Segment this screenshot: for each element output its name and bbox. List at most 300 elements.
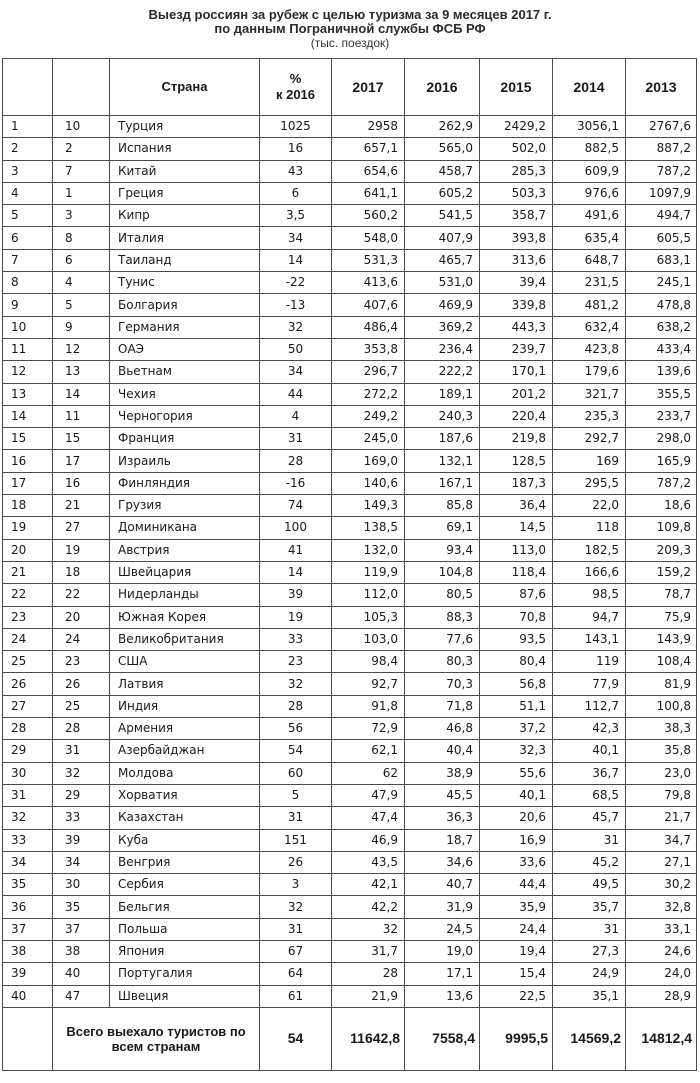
value-2015-cell: 40,1 [480, 784, 553, 806]
value-2017-cell: 42,2 [332, 896, 405, 918]
table-row [3, 472, 697, 494]
value-2016-cell: 85,8 [405, 495, 480, 517]
rank-cell: 9 [3, 294, 53, 316]
prev-rank-cell: 24 [53, 628, 110, 650]
prev-rank-cell: 5 [53, 294, 110, 316]
rank-cell: 23 [3, 606, 53, 628]
value-2014-cell: 632,4 [553, 316, 626, 338]
value-2016-cell: 36,3 [405, 807, 480, 829]
value-2017-cell: 62,1 [332, 740, 405, 762]
country-cell: Хорватия [110, 784, 260, 806]
value-2015-cell: 285,3 [480, 160, 553, 182]
value-2014-cell: 68,5 [553, 784, 626, 806]
value-2017-cell: 62 [332, 762, 405, 784]
value-2015-cell: 55,6 [480, 762, 553, 784]
rank-cell: 16 [3, 450, 53, 472]
value-2017-cell: 2958 [332, 116, 405, 138]
rank-cell: 21 [3, 561, 53, 583]
table-row [3, 807, 697, 829]
table-row [3, 495, 697, 517]
value-2016-cell: 565,0 [405, 138, 480, 160]
value-2014-cell: 295,5 [553, 472, 626, 494]
percent-cell: 34 [260, 361, 332, 383]
country-cell: Швейцария [110, 561, 260, 583]
table-row [3, 784, 697, 806]
value-2014-cell: 491,6 [553, 205, 626, 227]
prev-rank-cell: 11 [53, 405, 110, 427]
value-2015-cell: 36,4 [480, 495, 553, 517]
value-2017-cell: 28 [332, 963, 405, 985]
table-row [3, 138, 697, 160]
value-2013-cell: 108,4 [626, 651, 697, 673]
country-cell: Турция [110, 116, 260, 138]
value-2016-cell: 132,1 [405, 450, 480, 472]
value-2016-cell: 45,5 [405, 784, 480, 806]
table-row [3, 896, 697, 918]
total-empty-cell [3, 1007, 53, 1070]
rank-cell: 28 [3, 718, 53, 740]
value-2016-cell: 71,8 [405, 695, 480, 717]
value-2013-cell: 28,9 [626, 985, 697, 1007]
country-cell: Сербия [110, 874, 260, 896]
value-2016-cell: 465,7 [405, 249, 480, 271]
value-2014-cell: 292,7 [553, 428, 626, 450]
rank-cell: 38 [3, 940, 53, 962]
value-2014-cell: 35,1 [553, 985, 626, 1007]
country-cell: Италия [110, 227, 260, 249]
value-2013-cell: 478,8 [626, 294, 697, 316]
prev-rank-cell: 19 [53, 539, 110, 561]
value-2015-cell: 187,3 [480, 472, 553, 494]
rank-cell: 5 [3, 205, 53, 227]
value-2013-cell: 27,1 [626, 851, 697, 873]
value-2014-cell: 143,1 [553, 628, 626, 650]
percent-cell: 31 [260, 428, 332, 450]
value-2013-cell: 165,9 [626, 450, 697, 472]
value-2017-cell: 407,6 [332, 294, 405, 316]
page-title-source: по данным Пограничной службы ФСБ РФ [214, 21, 486, 36]
value-2016-cell: 262,9 [405, 116, 480, 138]
header-country: Страна [110, 59, 260, 116]
value-2017-cell: 169,0 [332, 450, 405, 472]
value-2013-cell: 78,7 [626, 584, 697, 606]
country-cell: Нидерланды [110, 584, 260, 606]
country-cell: Казахстан [110, 807, 260, 829]
value-2013-cell: 355,5 [626, 383, 697, 405]
country-cell: Польша [110, 918, 260, 940]
value-2015-cell: 113,0 [480, 539, 553, 561]
prev-rank-cell: 13 [53, 361, 110, 383]
value-2013-cell: 24,0 [626, 963, 697, 985]
country-cell: Испания [110, 138, 260, 160]
value-2015-cell: 33,6 [480, 851, 553, 873]
total-2014: 14569,2 [553, 1007, 626, 1070]
prev-rank-cell: 8 [53, 227, 110, 249]
value-2013-cell: 209,3 [626, 539, 697, 561]
total-row [3, 1007, 697, 1070]
percent-cell: 151 [260, 829, 332, 851]
table-row [3, 695, 697, 717]
value-2016-cell: 605,2 [405, 182, 480, 204]
value-2017-cell: 103,0 [332, 628, 405, 650]
header-prev-rank [53, 59, 110, 116]
percent-cell: 16 [260, 138, 332, 160]
value-2017-cell: 43,5 [332, 851, 405, 873]
value-2013-cell: 638,2 [626, 316, 697, 338]
value-2016-cell: 77,6 [405, 628, 480, 650]
percent-cell: 1025 [260, 116, 332, 138]
value-2017-cell: 32 [332, 918, 405, 940]
value-2014-cell: 42,3 [553, 718, 626, 740]
prev-rank-cell: 28 [53, 718, 110, 740]
value-2015-cell: 219,8 [480, 428, 553, 450]
tourism-table [2, 58, 697, 1071]
value-2016-cell: 407,9 [405, 227, 480, 249]
prev-rank-cell: 10 [53, 116, 110, 138]
value-2017-cell: 657,1 [332, 138, 405, 160]
value-2015-cell: 16,9 [480, 829, 553, 851]
value-2014-cell: 112,7 [553, 695, 626, 717]
value-2013-cell: 21,7 [626, 807, 697, 829]
value-2016-cell: 469,9 [405, 294, 480, 316]
country-cell: Франция [110, 428, 260, 450]
value-2013-cell: 35,8 [626, 740, 697, 762]
value-2017-cell: 138,5 [332, 517, 405, 539]
value-2015-cell: 70,8 [480, 606, 553, 628]
rank-cell: 40 [3, 985, 53, 1007]
country-cell: Таиланд [110, 249, 260, 271]
prev-rank-cell: 35 [53, 896, 110, 918]
value-2015-cell: 56,8 [480, 673, 553, 695]
value-2014-cell: 635,4 [553, 227, 626, 249]
value-2013-cell: 433,4 [626, 338, 697, 360]
value-2014-cell: 648,7 [553, 249, 626, 271]
country-cell: Германия [110, 316, 260, 338]
value-2013-cell: 787,2 [626, 472, 697, 494]
table-row [3, 116, 697, 138]
table-row [3, 651, 697, 673]
value-2014-cell: 119 [553, 651, 626, 673]
value-2015-cell: 443,3 [480, 316, 553, 338]
country-cell: ОАЭ [110, 338, 260, 360]
unit-label: (тыс. поездок) [310, 36, 390, 50]
value-2014-cell: 166,6 [553, 561, 626, 583]
value-2013-cell: 23,0 [626, 762, 697, 784]
country-cell: Китай [110, 160, 260, 182]
value-2016-cell: 458,7 [405, 160, 480, 182]
rank-cell: 18 [3, 495, 53, 517]
percent-cell: 32 [260, 316, 332, 338]
value-2013-cell: 100,8 [626, 695, 697, 717]
table-row [3, 829, 697, 851]
prev-rank-cell: 20 [53, 606, 110, 628]
total-percent: 54 [260, 1007, 332, 1070]
percent-cell: 31 [260, 918, 332, 940]
percent-cell: 19 [260, 606, 332, 628]
prev-rank-cell: 15 [53, 428, 110, 450]
percent-cell: -22 [260, 272, 332, 294]
country-cell: Кипр [110, 205, 260, 227]
table-row [3, 718, 697, 740]
page-title: Выезд россиян за рубеж с целью туризма за 9 месяцев 2017 г. [148, 7, 552, 22]
value-2014-cell: 36,7 [553, 762, 626, 784]
rank-cell: 12 [3, 361, 53, 383]
value-2013-cell: 30,2 [626, 874, 697, 896]
percent-cell: 41 [260, 539, 332, 561]
country-cell: Грузия [110, 495, 260, 517]
country-cell: Израиль [110, 450, 260, 472]
country-cell: Южная Корея [110, 606, 260, 628]
value-2017-cell: 119,9 [332, 561, 405, 583]
value-2017-cell: 98,4 [332, 651, 405, 673]
value-2017-cell: 72,9 [332, 718, 405, 740]
value-2017-cell: 641,1 [332, 182, 405, 204]
value-2016-cell: 541,5 [405, 205, 480, 227]
percent-cell: 43 [260, 160, 332, 182]
value-2015-cell: 39,4 [480, 272, 553, 294]
rank-cell: 7 [3, 249, 53, 271]
table-row [3, 517, 697, 539]
value-2016-cell: 38,9 [405, 762, 480, 784]
value-2015-cell: 118,4 [480, 561, 553, 583]
prev-rank-cell: 47 [53, 985, 110, 1007]
value-2015-cell: 239,7 [480, 338, 553, 360]
prev-rank-cell: 23 [53, 651, 110, 673]
prev-rank-cell: 1 [53, 182, 110, 204]
value-2013-cell: 18,6 [626, 495, 697, 517]
value-2015-cell: 80,4 [480, 651, 553, 673]
value-2014-cell: 40,1 [553, 740, 626, 762]
value-2015-cell: 170,1 [480, 361, 553, 383]
rank-cell: 22 [3, 584, 53, 606]
rank-cell: 25 [3, 651, 53, 673]
prev-rank-cell: 17 [53, 450, 110, 472]
country-cell: Доминикана [110, 517, 260, 539]
prev-rank-cell: 9 [53, 316, 110, 338]
country-cell: Великобритания [110, 628, 260, 650]
value-2015-cell: 128,5 [480, 450, 553, 472]
value-2013-cell: 887,2 [626, 138, 697, 160]
header-2017: 2017 [332, 59, 405, 116]
value-2016-cell: 80,3 [405, 651, 480, 673]
value-2013-cell: 109,8 [626, 517, 697, 539]
rank-cell: 10 [3, 316, 53, 338]
value-2014-cell: 882,5 [553, 138, 626, 160]
value-2017-cell: 249,2 [332, 405, 405, 427]
percent-cell: 32 [260, 673, 332, 695]
value-2015-cell: 15,4 [480, 963, 553, 985]
table-row [3, 160, 697, 182]
percent-cell: 5 [260, 784, 332, 806]
country-cell: Финляндия [110, 472, 260, 494]
prev-rank-cell: 6 [53, 249, 110, 271]
table-row [3, 182, 697, 204]
country-cell: Чехия [110, 383, 260, 405]
value-2017-cell: 560,2 [332, 205, 405, 227]
table-row [3, 316, 697, 338]
country-cell: Индия [110, 695, 260, 717]
country-cell: США [110, 651, 260, 673]
table-row [3, 762, 697, 784]
value-2013-cell: 34,7 [626, 829, 697, 851]
prev-rank-cell: 31 [53, 740, 110, 762]
percent-cell: 23 [260, 651, 332, 673]
table-row [3, 673, 697, 695]
value-2016-cell: 222,2 [405, 361, 480, 383]
percent-cell: 61 [260, 985, 332, 1007]
country-cell: Азербайджан [110, 740, 260, 762]
table-row [3, 851, 697, 873]
value-2013-cell: 298,0 [626, 428, 697, 450]
value-2015-cell: 14,5 [480, 517, 553, 539]
value-2016-cell: 46,8 [405, 718, 480, 740]
value-2015-cell: 393,8 [480, 227, 553, 249]
value-2014-cell: 22,0 [553, 495, 626, 517]
value-2016-cell: 104,8 [405, 561, 480, 583]
country-cell: Армения [110, 718, 260, 740]
rank-cell: 19 [3, 517, 53, 539]
rank-cell: 31 [3, 784, 53, 806]
country-cell: Молдова [110, 762, 260, 784]
value-2014-cell: 35,7 [553, 896, 626, 918]
table-row [3, 249, 697, 271]
percent-cell: 26 [260, 851, 332, 873]
table-row [3, 405, 697, 427]
value-2015-cell: 201,2 [480, 383, 553, 405]
percent-cell: 56 [260, 718, 332, 740]
country-cell: Венгрия [110, 851, 260, 873]
country-cell: Болгария [110, 294, 260, 316]
prev-rank-cell: 29 [53, 784, 110, 806]
title-block [0, 0, 700, 58]
value-2015-cell: 24,4 [480, 918, 553, 940]
value-2015-cell: 93,5 [480, 628, 553, 650]
table-row [3, 205, 697, 227]
table-row [3, 539, 697, 561]
value-2016-cell: 17,1 [405, 963, 480, 985]
rank-cell: 26 [3, 673, 53, 695]
value-2017-cell: 296,7 [332, 361, 405, 383]
value-2016-cell: 70,3 [405, 673, 480, 695]
value-2015-cell: 220,4 [480, 405, 553, 427]
value-2015-cell: 51,1 [480, 695, 553, 717]
value-2016-cell: 40,4 [405, 740, 480, 762]
country-cell: Австрия [110, 539, 260, 561]
value-2015-cell: 87,6 [480, 584, 553, 606]
value-2017-cell: 46,9 [332, 829, 405, 851]
rank-cell: 34 [3, 851, 53, 873]
percent-cell: 67 [260, 940, 332, 962]
value-2014-cell: 94,7 [553, 606, 626, 628]
value-2015-cell: 44,4 [480, 874, 553, 896]
prev-rank-cell: 37 [53, 918, 110, 940]
percent-cell: 14 [260, 561, 332, 583]
country-cell: Вьетнам [110, 361, 260, 383]
percent-cell: 4 [260, 405, 332, 427]
value-2017-cell: 92,7 [332, 673, 405, 695]
prev-rank-cell: 40 [53, 963, 110, 985]
prev-rank-cell: 26 [53, 673, 110, 695]
country-cell: Тунис [110, 272, 260, 294]
prev-rank-cell: 3 [53, 205, 110, 227]
percent-cell: 32 [260, 896, 332, 918]
table-row [3, 227, 697, 249]
prev-rank-cell: 33 [53, 807, 110, 829]
table-row [3, 361, 697, 383]
country-cell: Латвия [110, 673, 260, 695]
total-2016: 7558,4 [405, 1007, 480, 1070]
value-2014-cell: 45,2 [553, 851, 626, 873]
value-2016-cell: 531,0 [405, 272, 480, 294]
percent-cell: 14 [260, 249, 332, 271]
value-2014-cell: 98,5 [553, 584, 626, 606]
rank-cell: 27 [3, 695, 53, 717]
rank-cell: 6 [3, 227, 53, 249]
value-2014-cell: 976,6 [553, 182, 626, 204]
value-2014-cell: 49,5 [553, 874, 626, 896]
rank-cell: 20 [3, 539, 53, 561]
value-2015-cell: 358,7 [480, 205, 553, 227]
prev-rank-cell: 38 [53, 940, 110, 962]
percent-cell: 34 [260, 227, 332, 249]
percent-cell: 33 [260, 628, 332, 650]
value-2015-cell: 502,0 [480, 138, 553, 160]
value-2015-cell: 32,3 [480, 740, 553, 762]
header-percent: % к 2016 [260, 59, 332, 116]
percent-cell: 60 [260, 762, 332, 784]
value-2014-cell: 45,7 [553, 807, 626, 829]
country-cell: Япония [110, 940, 260, 962]
value-2016-cell: 34,6 [405, 851, 480, 873]
table-body [3, 116, 697, 1008]
table-row [3, 874, 697, 896]
value-2013-cell: 787,2 [626, 160, 697, 182]
table-row [3, 963, 697, 985]
prev-rank-cell: 25 [53, 695, 110, 717]
value-2017-cell: 132,0 [332, 539, 405, 561]
value-2013-cell: 32,8 [626, 896, 697, 918]
table-row [3, 606, 697, 628]
value-2014-cell: 235,3 [553, 405, 626, 427]
total-2017: 11642,8 [332, 1007, 405, 1070]
rank-cell: 1 [3, 116, 53, 138]
value-2015-cell: 313,6 [480, 249, 553, 271]
value-2017-cell: 47,4 [332, 807, 405, 829]
value-2017-cell: 47,9 [332, 784, 405, 806]
percent-cell: 44 [260, 383, 332, 405]
value-2013-cell: 494,7 [626, 205, 697, 227]
value-2014-cell: 609,9 [553, 160, 626, 182]
rank-cell: 35 [3, 874, 53, 896]
prev-rank-cell: 39 [53, 829, 110, 851]
value-2016-cell: 13,6 [405, 985, 480, 1007]
value-2017-cell: 105,3 [332, 606, 405, 628]
percent-cell: 54 [260, 740, 332, 762]
value-2013-cell: 24,6 [626, 940, 697, 962]
percent-cell: 31 [260, 807, 332, 829]
value-2017-cell: 42,1 [332, 874, 405, 896]
table-row [3, 272, 697, 294]
rank-cell: 37 [3, 918, 53, 940]
value-2013-cell: 2767,6 [626, 116, 697, 138]
percent-cell: 28 [260, 450, 332, 472]
prev-rank-cell: 18 [53, 561, 110, 583]
value-2016-cell: 69,1 [405, 517, 480, 539]
value-2013-cell: 38,3 [626, 718, 697, 740]
rank-cell: 24 [3, 628, 53, 650]
rank-cell: 36 [3, 896, 53, 918]
value-2017-cell: 112,0 [332, 584, 405, 606]
